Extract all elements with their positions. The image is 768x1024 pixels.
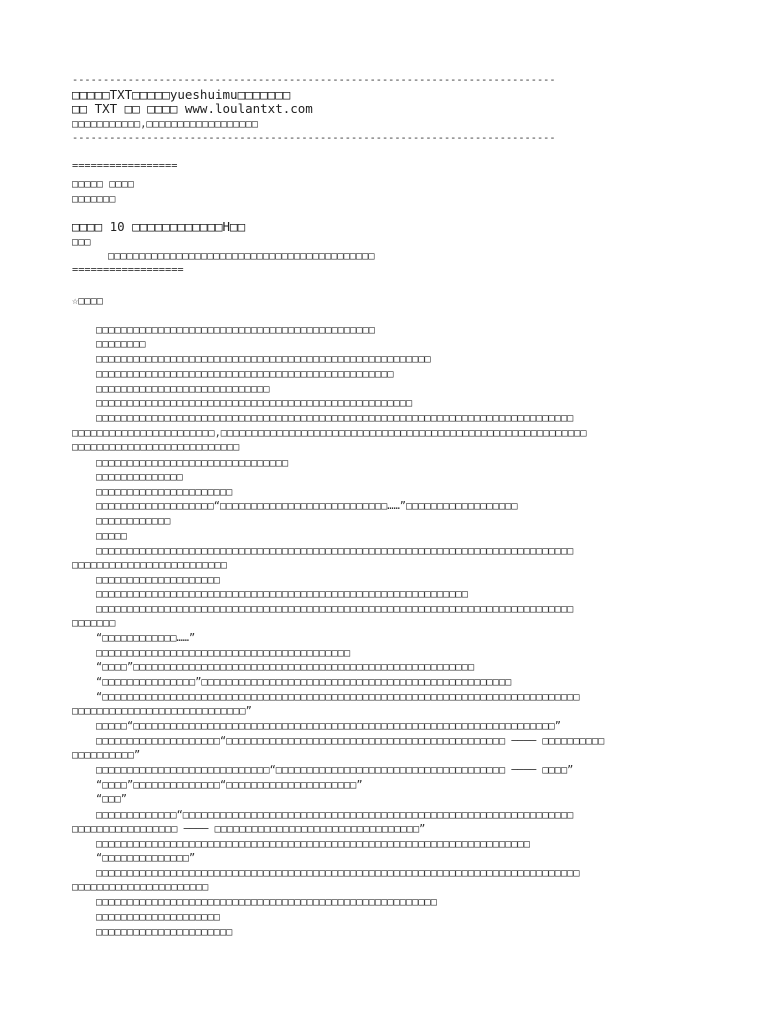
paragraph-line: □□□□□□□□□□□□□□□□□□□□□□ [96, 926, 233, 938]
notice-line: □□□□□□□□□□□,□□□□□□□□□□□□□□□□□□ [72, 118, 258, 130]
paragraph-line: □□□□□□□□□□□□□□□□□□□□□□□□□□□ [72, 441, 240, 453]
paragraph-line: □□□□□□□□□□□□□□□□□□□“□□□□□□□□□□□□□□□□□□□□□□□□□□□……”□□□□□□□□□□□□□□□□□□ [96, 500, 518, 512]
paragraph-line: □□□□□□□□□□□□□□□□□□□□□□□□□□□□□□□□□□□□□□□□□□□□□□□□□□□□□□□□□□□□□□□□□□□□□□ [96, 838, 530, 850]
info-rule-bottom: ================== [72, 264, 184, 276]
paragraph-line: □□□□□□□□□□□□□□□□□□□□□□□□□□□□□□□□□□□□□□□□□□□□□ [96, 324, 375, 336]
paragraph-line: □□□□□□□□□□□□□□□□□□□□ [96, 574, 220, 586]
chapter-heading: ☆□□□□ [72, 295, 103, 307]
book-title: □□□□□ □□□□ [72, 178, 134, 190]
dialogue-line: “□□□□□□□□□□□□□□” [96, 852, 196, 864]
dialogue-line: “□□□□□□□□□□□□……” [96, 632, 196, 644]
paragraph-line: □□□□□□□□ [96, 338, 146, 350]
paragraph-line: □□□□□□□□□□□□□□□□□□□□□□□□□□□□□□□□□□□□□□□□□ [96, 647, 351, 659]
site-url-line: □□ TXT □□ □□□□ www.loulantxt.com [72, 101, 313, 116]
paragraph-line: □□□□□□□□□□□□□□□□□□□□□□□□□□□□□□□□□□□□□□□□□□□□□□□□□□□□□□□□□□□□ [96, 588, 468, 600]
paragraph-line: □□□□□ [96, 530, 127, 542]
dialogue-line: □□□□□“□□□□□□□□□□□□□□□□□□□□□□□□□□□□□□□□□□□□□□□□□□□□□□□□□□□□□□□□□□□□□□□□□□□□” [96, 720, 561, 732]
paragraph-line: □□□□□□□□□□□□ [96, 515, 171, 527]
paragraph-line: □□□□□□□□□□□□□□□□□□□□□□□□□□□□□□□□□□□□□□□□□□□□□□□□□□□□□□□□□□□□□□□□□□□□□□□□□□□□□□ [96, 867, 580, 879]
header-rule-top: ------------------------------------------------------------------------------ [72, 74, 556, 86]
paragraph-line: □□□□□□□□□□□□□□□□□□□□□□□□□□□□ [96, 383, 270, 395]
paragraph-line: □□□□□□□ [72, 617, 116, 629]
paragraph-line: □□□□□□□□□□□□□□□□□□□□□□□□□□□□□□□□□□□□□□□□□□□□□□□□□□□□□□□□□□□□□□□□□□□□□□□□□□□□□ [96, 603, 574, 615]
dialogue-line: □□□□□□□□□□□□□□□□□□□□□□□□□□□□“□□□□□□□□□□□□□□□□□□□□□□□□□□□□□□□□□□□□□ ──── □□□□” [96, 764, 574, 776]
site-banner: □□□□□TXT□□□□□yueshuimu□□□□□□□ [72, 87, 291, 102]
info-rule-top: ================= [72, 160, 178, 172]
dialogue-line: “□□□□□□□□□□□□□□□”□□□□□□□□□□□□□□□□□□□□□□□□□□□□□□□□□□□□□□□□□□□□□□□□□□ [96, 676, 512, 688]
header-rule-bottom: ------------------------------------------------------------------------------ [72, 132, 556, 144]
paragraph-line: □□□□□□□□□□□□□□□□□□□□□□□□□□□□□□□□□□□□□□□□□□□□□□□□□□□□□□□□□□□□□□□□□□□□□□□□□□□□□ [96, 545, 574, 557]
dialogue-line: “□□□” [96, 793, 127, 805]
paragraph-line: □□□□□□□□□□□□□□□□□□□□□□□□□□□□□□□□□□□□□□□□□□□□□□□□□□□□□□□□□□□□□□□□□□□□□□□□□□□□□ [96, 412, 574, 424]
paragraph-line: □□□□□□□□□□□□□□□□□□□□□□ [96, 486, 233, 498]
dialogue-line: “□□□□”□□□□□□□□□□□□□□□□□□□□□□□□□□□□□□□□□□□□□□□□□□□□□□□□□□□□□□□ [96, 661, 475, 673]
paragraph-line: □□□□□□□□□□□□□□□□□□□□□□□□□□□□□□□□□□□□□□□□□□□□□□□□□□□□□□ [96, 353, 431, 365]
dialogue-line: □□□□□□□□□□” [72, 749, 141, 761]
summary-text: □□□□□□□□□□□□□□□□□□□□□□□□□□□□□□□□□□□□□□□□□□□ [108, 250, 375, 262]
paragraph-line: □□□□□□□□□□□□□□□□□□□□ [96, 911, 220, 923]
dialogue-line: □□□□□□□□□□□□□□□□□ ──── □□□□□□□□□□□□□□□□□□□□□□□□□□□□□□□□□” [72, 823, 426, 835]
dialogue-line: □□□□□□□□□□□□□“□□□□□□□□□□□□□□□□□□□□□□□□□□□□□□□□□□□□□□□□□□□□□□□□□□□□□□□□□□□□□□□ [96, 809, 574, 821]
book-meta: □□□□ 10 □□□□□□□□□□□□H□□ [72, 219, 246, 234]
paragraph-line: □□□□□□□□□□□□□□□□□□□□□□□□□□□□□□□□□□□□□□□□□□□□□□□□□□□□□□□ [96, 896, 437, 908]
dialogue-line: □□□□□□□□□□□□□□□□□□□□□□□□□□□□” [72, 705, 252, 717]
paragraph-line: □□□□□□□□□□□□□□□□□□□□□□□,□□□□□□□□□□□□□□□□□□□□□□□□□□□□□□□□□□□□□□□□□□□□□□□□□□□□□□□□□□□ [72, 427, 587, 439]
dialogue-line: “□□□□□□□□□□□□□□□□□□□□□□□□□□□□□□□□□□□□□□□□□□□□□□□□□□□□□□□□□□□□□□□□□□□□□□□□□□□□□ [96, 691, 580, 703]
dialogue-line: “□□□□”□□□□□□□□□□□□□□“□□□□□□□□□□□□□□□□□□□□□” [96, 779, 363, 791]
dialogue-line: □□□□□□□□□□□□□□□□□□□□“□□□□□□□□□□□□□□□□□□□□□□□□□□□□□□□□□□□□□□□□□□□□□ ──── □□□□□□□□□□ [96, 735, 605, 747]
paragraph-line: □□□□□□□□□□□□□□□□□□□□□□□□□□□□□□□ [96, 457, 289, 469]
paragraph-line: □□□□□□□□□□□□□□□□□□□□□□□□□ [72, 559, 227, 571]
paragraph-line: □□□□□□□□□□□□□□□□□□□□□□ [72, 881, 209, 893]
paragraph-line: □□□□□□□□□□□□□□□□□□□□□□□□□□□□□□□□□□□□□□□□□□□□□□□□ [96, 368, 394, 380]
summary-label: □□□ [72, 236, 91, 248]
paragraph-line: □□□□□□□□□□□□□□ [96, 471, 183, 483]
book-author: □□□□□□□ [72, 193, 116, 205]
paragraph-line: □□□□□□□□□□□□□□□□□□□□□□□□□□□□□□□□□□□□□□□□□□□□□□□□□□□ [96, 397, 413, 409]
